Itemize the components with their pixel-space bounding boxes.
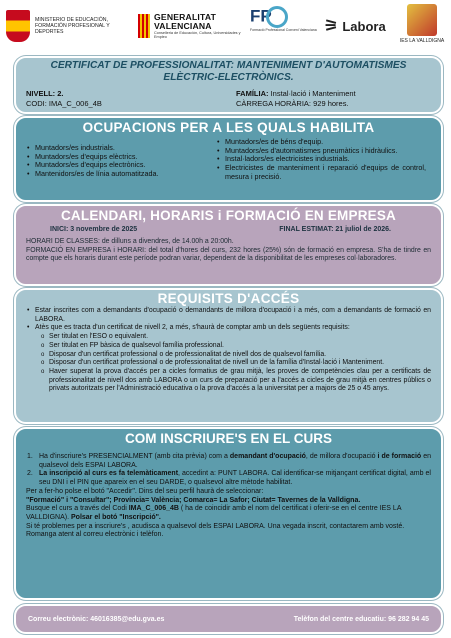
occupations-box — [14, 116, 443, 202]
enroll-help: Si té problemes per a inscriure's , acudisca a qualsevol dels ESPAI LABORA. Una vegada inscrit, contactarem amb vosté. Romanga atent al correu electrònic i telèfon. — [26, 522, 405, 539]
code-label: CODI: IMA_C_006_4B — [26, 98, 102, 108]
occupations-left-list — [26, 144, 216, 182]
ies-name: IES LA VALLDIGNA — [399, 38, 445, 44]
list-item: • Estar inscrites com a demandants d'ocupació o demandants de millora d'ocupació i a més, com a demandants de formació en LABORA. — [26, 307, 431, 324]
enroll-filters: "Formació" i "Consultar"; Província= València; Comarca= La Safor; Ciutat= Tavernes de la Valldigna. — [26, 496, 361, 504]
gva-flag-icon — [138, 14, 150, 38]
list-item: o Disposar d'un certificat professional o de professionalitat de nivell un de la família d'Instal·lació i Manteniment. — [40, 359, 431, 368]
list-item: • Muntadors/es d'equips elèctrics. — [26, 153, 216, 162]
enroll-search: Busque el curs a través del Codi IMA_C_006_4B ( ha de coincidir amb el nom del certificat i oferir-se en el centre IES LA VALLDIGNA). Polsar el botó "Inscripció". — [26, 505, 402, 521]
level-label: NIVELL: 2. — [26, 89, 64, 98]
gva-subtitle: Conselleria de Educación, Cultura, Universidades y Empleo — [154, 30, 241, 39]
fp-mark-icon: FP — [250, 6, 288, 28]
enroll-steps — [26, 453, 431, 488]
enroll-title: COM INSCRIURE'S EN EL CURS — [125, 431, 332, 446]
enroll-step-1: 1. Ha d'inscriure's PRESENCIALMENT (amb cita prèvia) com a demandant d'ocupació, de millora d'ocupació i de formació en qualsevol dels ESPAI LABORA. — [27, 453, 432, 469]
fp-subtitle: Formació Professional Conveni Valenciana — [250, 28, 317, 32]
start-date: INICI: 3 novembre de 2025 — [50, 226, 138, 233]
list-item: • Instal·ladors/es electricistes industrials. — [216, 155, 426, 164]
ies-emblem-icon — [407, 4, 437, 36]
enroll-box — [14, 427, 443, 600]
list-item: • Muntadors/es industrials. — [26, 144, 216, 153]
ministry-name: MINISTERIO DE EDUCACIÓN, FORMACIÓN PROFESIONAL Y DEPORTES — [35, 17, 110, 35]
hours-label: CÀRREGA HORÀRIA: 929 hores. — [236, 98, 349, 108]
footer-phone[interactable]: Telèfon del centre educatiu: 96 282 94 45 — [293, 615, 429, 623]
labora-name: Labora — [342, 18, 386, 34]
footer-email[interactable]: Correu electrònic: 46016385@edu.gva.es — [28, 615, 165, 623]
gva-title: GENERALITAT VALENCIANA — [154, 11, 217, 31]
header — [0, 0, 451, 54]
enroll-instructions: Per a fer-ho polse el botó "Accedir". Dins del seu perfil haurà de seleccionar: — [26, 487, 264, 495]
company-training-text: FORMACIÓ EN EMPRESA i HORARI: del total d'hores del curs, 232 hores (25%) són de formació en empresa. S'ha de tindre en compte que els horaris durant este període podran variar, dependent de la disponibilitat de les empreses col·laboradores. — [26, 246, 431, 263]
list-item: o Haver superat la prova d'accés per a cicles formatius de grau mitjà, les proves de competències clau per a certificats de professionalitat de nivell dos amb LABORA o un curs de preparació per a l'accés a cicles de grau mitjà en centres públics o privats autoritzats per l'Administració educativa o la prova d'accés a la universitat per a majors de 25 o 45 anys. — [40, 368, 431, 394]
list-item: o Disposar d'un certificat professional o de professionalitat de nivell dos de qualsevol família. — [40, 351, 431, 360]
labora-mark-icon: ⚞ — [324, 18, 339, 35]
end-date: FINAL ESTIMAT: 21 juliol de 2026. — [279, 226, 391, 233]
list-item: • Muntadors/es d'equips electrònics. — [26, 161, 216, 170]
spain-shield-icon — [6, 10, 30, 42]
requirements-title: REQUISITS D'ACCÉS — [157, 291, 300, 306]
family-value: Instal·lació i Manteniment — [268, 89, 356, 98]
certificate-title: CERTIFICAT DE PROFESSIONALITAT: MANTENIMENT D'AUTOMATISMES ELÈCTRIC-ELECTRÒNICS. — [50, 60, 407, 83]
certificate-box — [14, 56, 443, 114]
calendar-box — [14, 204, 443, 286]
list-item: • Electricistes de manteniment i reparació d'equips de control, mesura i precisió. — [216, 164, 426, 181]
requirements-list — [26, 307, 431, 333]
requirements-sublist — [26, 333, 431, 394]
calendar-title: CALENDARI, HORARIS i FORMACIÓ EN EMPRESA — [60, 208, 396, 223]
ies-logo — [396, 4, 448, 52]
family-label: FAMÍLIA: — [236, 89, 269, 98]
list-item: • Mantenidors/es de línia automatitzada. — [26, 170, 216, 179]
occupations-right-list — [216, 138, 426, 182]
list-item: o Ser titulat en FP bàsica de qualsevol família professional. — [40, 342, 431, 351]
gva-logo — [138, 8, 248, 44]
ministry-logo — [6, 8, 136, 44]
labora-logo — [324, 14, 394, 38]
list-item: • Muntadors/es de béns d'equip. — [216, 138, 426, 147]
enroll-step-2: 2. La inscripció al curs es fa telemàticament, accedint a: PUNT LABORA. Cal identificar-se mitjançant certificat digital, amb el seu DNI i el PIN que apareix en el seu DARDE, o qualsevol altre mètode habilitat. — [27, 470, 431, 487]
requirements-box — [14, 288, 443, 424]
footer-box — [14, 604, 443, 634]
list-item: • Muntadors/es d'automatismes pneumàtics i hidràulics. — [216, 147, 426, 156]
schedule-text: HORARI DE CLASSES: de dilluns a divendres, de 14.00h a 20:00h. — [26, 238, 234, 245]
fp-logo — [250, 6, 318, 46]
occupations-title: OCUPACIONS PER A LES QUALS HABILITA — [82, 120, 375, 135]
list-item: o Ser titulat en l'ESO o equivalent. — [40, 333, 431, 342]
list-item: • Atès que es tracta d'un certificat de nivell 2, a més, s'haurà de comptar amb un dels següents requisits: — [26, 324, 431, 333]
